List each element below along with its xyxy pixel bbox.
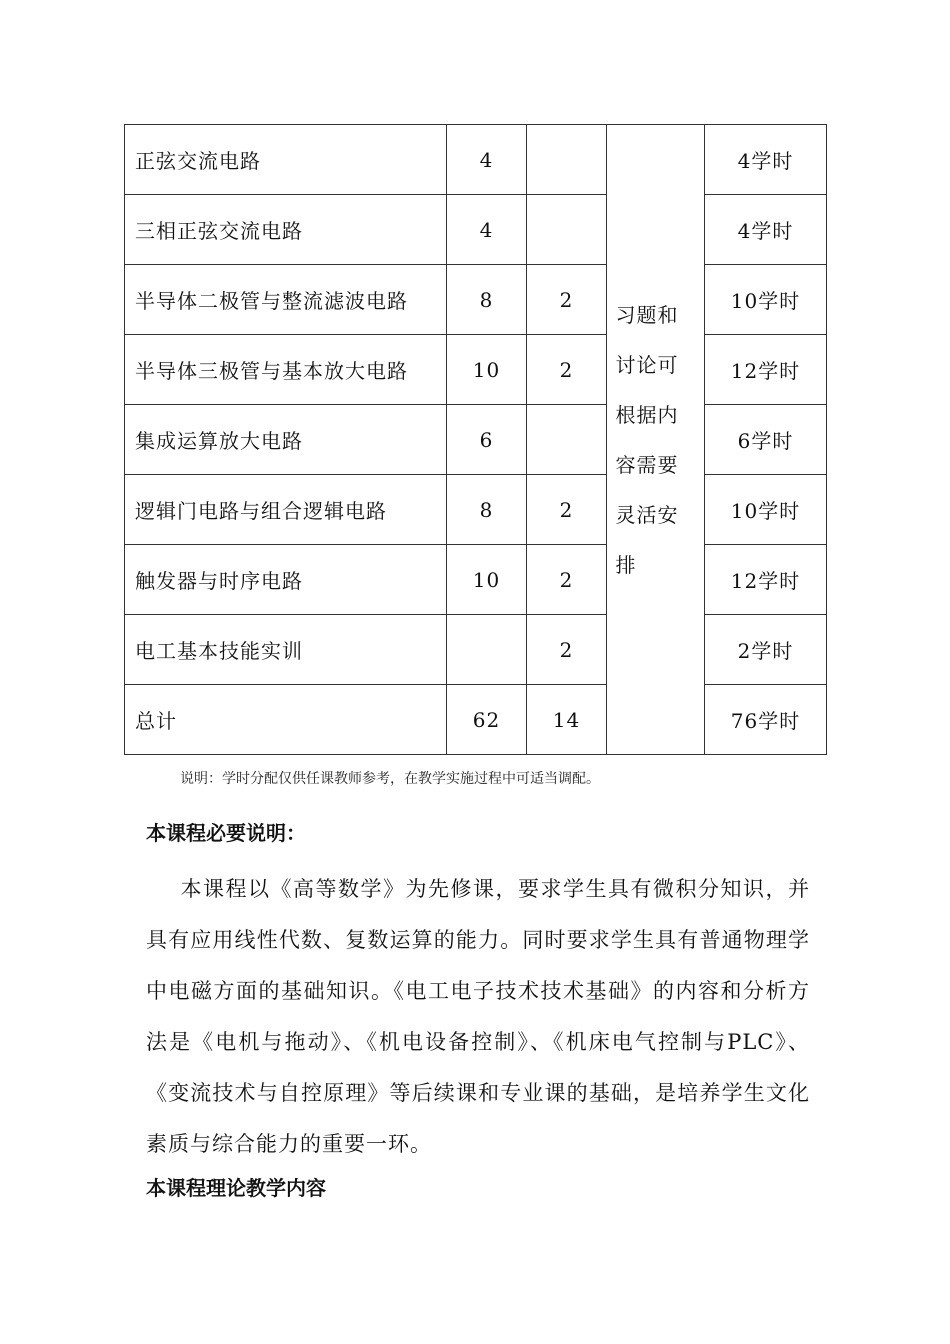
total-hours-cell: 10学时 (705, 265, 827, 335)
table-row (125, 265, 827, 335)
exercise-note-cell (607, 125, 705, 755)
practice-hours-cell: 2 (527, 545, 607, 615)
exercise-note: 习题和讨论可根据内容需要灵活安排 (615, 302, 679, 577)
practice-hours-cell: 14 (527, 685, 607, 755)
table-row (125, 335, 827, 405)
practice-hours-cell (527, 125, 607, 195)
table-row (125, 195, 827, 265)
theory-hours-cell: 10 (447, 545, 527, 615)
practice-hours-cell (527, 405, 607, 475)
theory-hours-cell: 8 (447, 265, 527, 335)
theory-hours-cell: 62 (447, 685, 527, 755)
paragraph-text: 本课程以《高等数学》为先修课，要求学生具有微积分知识，并具有应用线性代数、复数运算的能力。同时要求学生具有普通物理学中电磁方面的基础知识。《电工电子技术技术基础》的内容和分析方法是《电机与拖动》、《机电设备控制》、《机床电气控制与PLC》、《变流技术与自控原理》等后续课和专业课的基础，是培养学生文化素质与综合能力的重要一环。 (146, 877, 810, 1156)
theory-hours-cell: 4 (447, 125, 527, 195)
table-row (125, 545, 827, 615)
section-heading: 本课程理论教学内容 (146, 1176, 326, 1200)
practice-hours-cell: 2 (527, 615, 607, 685)
table-row (125, 615, 827, 685)
section-paragraph (146, 864, 810, 1170)
topic-cell: 集成运算放大电路 (125, 405, 447, 475)
theory-hours-cell: 10 (447, 335, 527, 405)
topic-cell: 电工基本技能实训 (125, 615, 447, 685)
total-hours-cell: 12学时 (705, 335, 827, 405)
table-row (125, 125, 827, 195)
hours-table (124, 124, 827, 755)
section-heading: 本课程必要说明： (146, 821, 306, 845)
practice-hours-cell: 2 (527, 475, 607, 545)
total-hours-cell: 6学时 (705, 405, 827, 475)
topic-cell: 逻辑门电路与组合逻辑电路 (125, 475, 447, 545)
practice-hours-cell (527, 195, 607, 265)
topic-cell: 半导体二极管与整流滤波电路 (125, 265, 447, 335)
total-hours-cell: 2学时 (705, 615, 827, 685)
theory-hours-cell: 6 (447, 405, 527, 475)
topic-cell: 触发器与时序电路 (125, 545, 447, 615)
theory-hours-cell: 4 (447, 195, 527, 265)
total-hours-cell: 12学时 (705, 545, 827, 615)
topic-cell: 总计 (125, 685, 447, 755)
total-hours-cell: 4学时 (705, 125, 827, 195)
theory-hours-cell (447, 615, 527, 685)
total-hours-cell: 4学时 (705, 195, 827, 265)
table-row (125, 475, 827, 545)
total-hours-cell: 76学时 (705, 685, 827, 755)
theory-hours-cell: 8 (447, 475, 527, 545)
practice-hours-cell: 2 (527, 335, 607, 405)
topic-cell: 正弦交流电路 (125, 125, 447, 195)
table-caption: 说明：学时分配仅供任课教师参考，在教学实施过程中可适当调配。 (180, 771, 600, 787)
topic-cell: 半导体三极管与基本放大电路 (125, 335, 447, 405)
table-row (125, 405, 827, 475)
total-hours-cell: 10学时 (705, 475, 827, 545)
practice-hours-cell: 2 (527, 265, 607, 335)
table-row-total (125, 685, 827, 755)
topic-cell: 三相正弦交流电路 (125, 195, 447, 265)
